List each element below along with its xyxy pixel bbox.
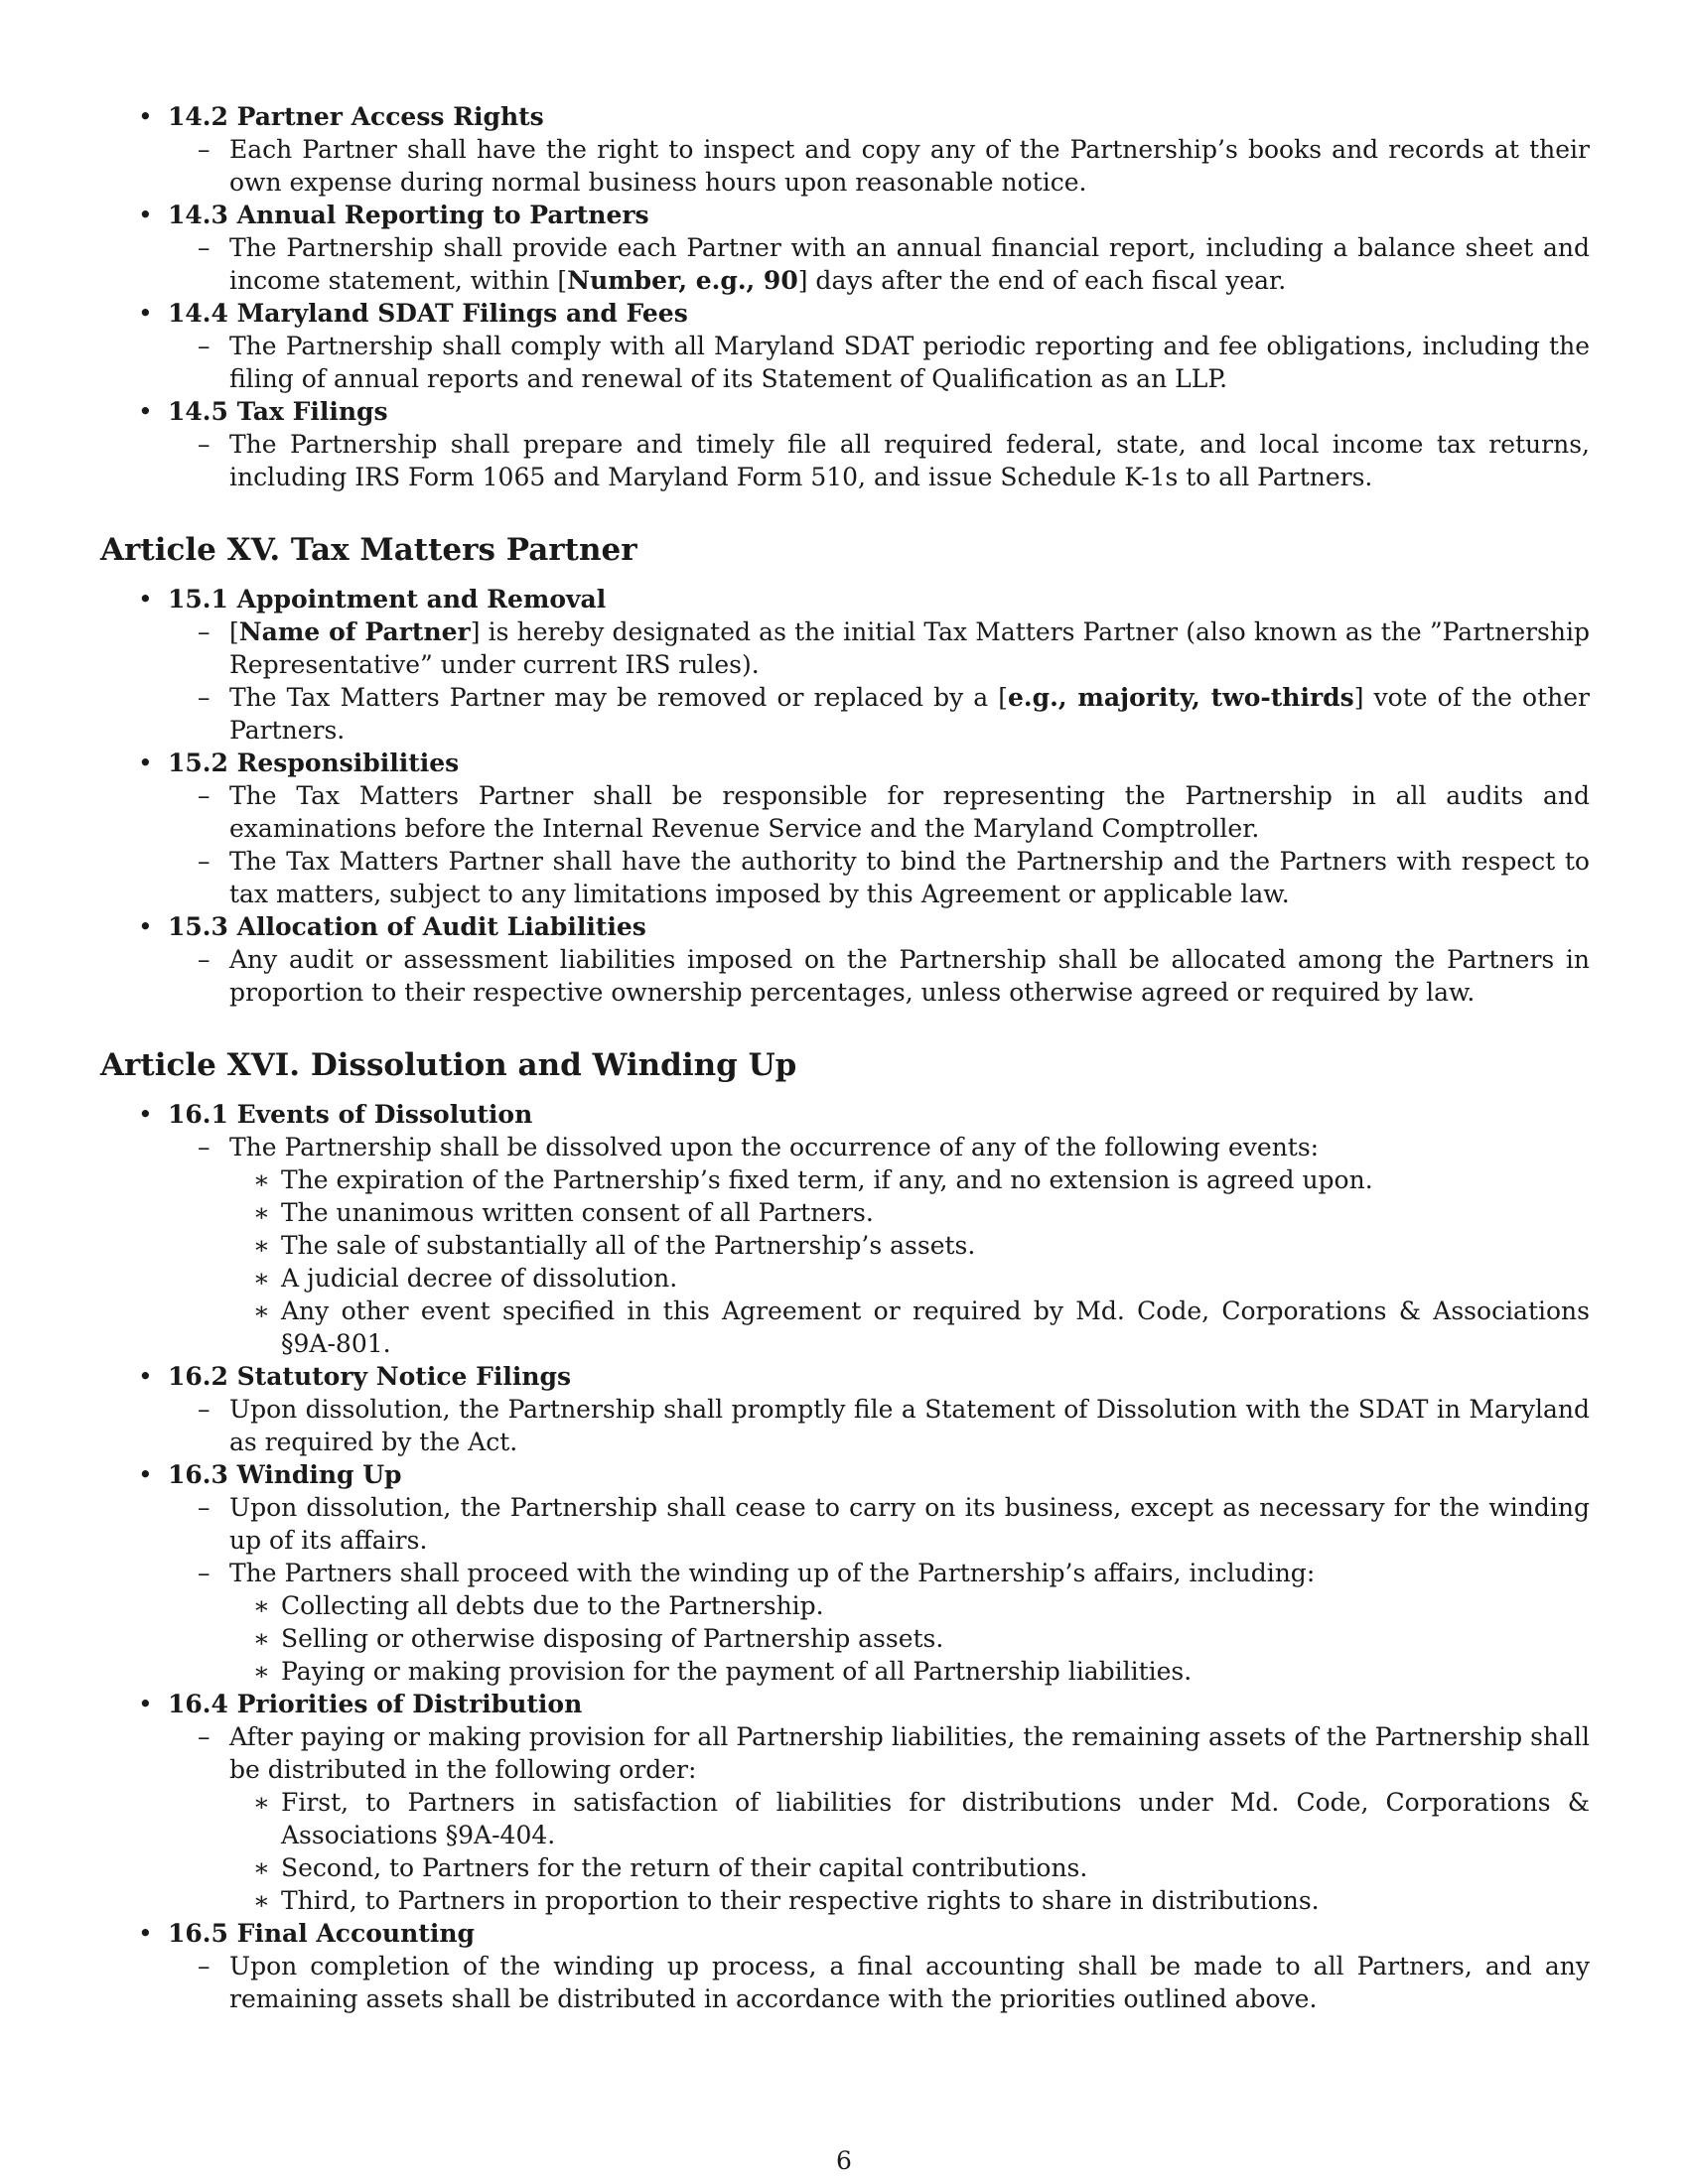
clause-text: Any audit or assessment liabilities imposed on the Partnership shall be allocated among the Partners in proportion to their respective ownership percentages, unless otherwise agreed or required by law. — [229, 945, 1590, 1007]
clause-item — [168, 133, 1590, 199]
clause-item — [168, 681, 1590, 747]
asterisk-marker: ∗ — [253, 1297, 270, 1325]
dash-marker: – — [198, 683, 211, 712]
section-title: • 15.2 Responsibilities — [168, 749, 460, 777]
dash-marker: – — [198, 135, 211, 164]
dash-marker: – — [198, 233, 211, 262]
asterisk-marker: ∗ — [253, 1231, 270, 1260]
subclause-item — [229, 1655, 1590, 1688]
clause-item — [168, 1950, 1590, 2015]
dash-marker: – — [198, 847, 211, 876]
placeholder-field: e.g., majority, two-thirds — [1008, 683, 1354, 712]
section-title: • 14.5 Tax Filings — [168, 397, 388, 426]
subclause-text: Paying or making provision for the payment of all Partnership liabilities. — [281, 1657, 1193, 1686]
section-title: • 16.5 Final Accounting — [168, 1919, 475, 1948]
section-item — [100, 747, 1590, 910]
section-item — [100, 395, 1590, 493]
section-list — [100, 583, 1590, 1009]
clause-text: The Tax Matters Partner shall have the authority to bind the Partnership and the Partners with respect to tax matters, subject to any limitations imposed by this Agreement or applicable law. — [229, 847, 1590, 908]
dash-marker: – — [198, 1395, 211, 1424]
section-list — [100, 100, 1590, 493]
section-item — [100, 199, 1590, 297]
subclause-text: The expiration of the Partnership’s fixed term, if any, and no extension is agreed upon. — [281, 1165, 1373, 1194]
section-item — [100, 1688, 1590, 1917]
clause-item — [168, 943, 1590, 1009]
section-item — [100, 1360, 1590, 1458]
dash-marker: – — [198, 781, 211, 810]
subclause-text: Collecting all debts due to the Partnership. — [281, 1591, 824, 1620]
dash-marker: – — [198, 1952, 211, 1980]
clause-text: The Tax Matters Partner may be removed or replaced by a [ — [229, 683, 1009, 712]
clause-text: The Tax Matters Partner shall be responsible for representing the Partnership in all audits and examinations before the Internal Revenue Service and the Maryland Comptroller. — [229, 781, 1590, 843]
subclause-text: First, to Partners in satisfaction of liabilities for distributions under Md. Code, Corporations & Associations §9A-404. — [281, 1788, 1590, 1849]
clause-text: Upon completion of the winding up process, a final accounting shall be made to all Partners, and any remaining assets shall be distributed in accordance with the priorities outlined above. — [229, 1952, 1590, 2013]
subclause-text: Selling or otherwise disposing of Partnership assets. — [281, 1624, 944, 1653]
section-title: • 16.2 Statutory Notice Filings — [168, 1362, 572, 1391]
section-item — [100, 1098, 1590, 1360]
subclause-text: Any other event specified in this Agreement or required by Md. Code, Corporations & Associations §9A-801. — [281, 1297, 1590, 1358]
clause-item — [168, 330, 1590, 395]
clause-list — [168, 1720, 1590, 1917]
clause-text: The Partnership shall provide each Partner with an annual financial report, including a balance sheet and income statement, within [ — [229, 233, 1590, 295]
page-number: 6 — [836, 2146, 852, 2175]
clause-item — [168, 845, 1590, 910]
clause-item — [168, 231, 1590, 297]
subclause-text: A judicial decree of dissolution. — [281, 1264, 678, 1293]
clause-item — [168, 779, 1590, 845]
asterisk-marker: ∗ — [253, 1886, 270, 1915]
page-content — [100, 100, 1590, 2015]
section-item — [100, 297, 1590, 395]
asterisk-marker: ∗ — [253, 1657, 270, 1686]
clause-item — [168, 1491, 1590, 1557]
clause-item — [168, 428, 1590, 493]
clause-list — [168, 428, 1590, 493]
section-item — [100, 1458, 1590, 1688]
asterisk-marker: ∗ — [253, 1788, 270, 1817]
subclause-item — [229, 1262, 1590, 1295]
subclause-list — [229, 1163, 1590, 1360]
clause-list — [168, 231, 1590, 297]
clause-item — [168, 1557, 1590, 1688]
asterisk-marker: ∗ — [253, 1624, 270, 1653]
clause-text-cont: ] days after the end of each fiscal year. — [797, 266, 1287, 295]
subclause-item — [229, 1786, 1590, 1851]
clause-text: After paying or making provision for all Partnership liabilities, the remaining assets of the Partnership shall be distributed in the following order: — [229, 1722, 1590, 1784]
placeholder-field: Number, e.g., 90 — [567, 266, 798, 295]
section-title: • 16.1 Events of Dissolution — [168, 1100, 533, 1129]
clause-list — [168, 1950, 1590, 2015]
clause-text-cont: ] vote of the other Partners. — [229, 683, 1590, 745]
dash-marker: – — [198, 332, 211, 360]
section-title: • 16.3 Winding Up — [168, 1460, 402, 1489]
subclause-item — [229, 1196, 1590, 1229]
clause-item — [168, 1720, 1590, 1917]
subclause-item — [229, 1851, 1590, 1884]
clause-list — [168, 779, 1590, 910]
dash-marker: – — [198, 617, 211, 646]
section-title: • 14.2 Partner Access Rights — [168, 102, 544, 131]
clause-list — [168, 943, 1590, 1009]
clause-list — [168, 1131, 1590, 1360]
clause-text: Upon dissolution, the Partnership shall cease to carry on its business, except as necessary for the winding up of its affairs. — [229, 1493, 1590, 1555]
asterisk-marker: ∗ — [253, 1853, 270, 1882]
asterisk-marker: ∗ — [253, 1264, 270, 1293]
placeholder-field: Name of Partner — [238, 617, 471, 646]
clause-text-cont: ] is hereby designated as the initial Tax Matters Partner (also known as the ”Partnership Representative” under current IRS rules). — [229, 617, 1590, 679]
subclause-item — [229, 1295, 1590, 1360]
subclause-item — [229, 1884, 1590, 1917]
clause-text: Each Partner shall have the right to inspect and copy any of the Partnership’s books and records at their own expense during normal business hours upon reasonable notice. — [229, 135, 1590, 197]
clause-text: The Partnership shall be dissolved upon the occurrence of any of the following events: — [229, 1133, 1320, 1161]
asterisk-marker: ∗ — [253, 1198, 270, 1227]
section-title: • 15.1 Appointment and Removal — [168, 585, 607, 614]
subclause-item — [229, 1163, 1590, 1196]
dash-marker: – — [198, 1722, 211, 1751]
subclause-item — [229, 1622, 1590, 1655]
dash-marker: – — [198, 430, 211, 459]
clause-list — [168, 330, 1590, 395]
subclause-item — [229, 1229, 1590, 1262]
subclause-list — [229, 1786, 1590, 1917]
asterisk-marker: ∗ — [253, 1165, 270, 1194]
clause-text: The Partnership shall prepare and timely file all required federal, state, and local income tax returns, including IRS Form 1065 and Maryland Form 510, and issue Schedule K-1s to all Partners. — [229, 430, 1590, 491]
clause-list — [168, 133, 1590, 199]
subclause-text: Third, to Partners in proportion to their respective rights to share in distributions. — [281, 1886, 1320, 1915]
clause-list — [168, 1491, 1590, 1688]
subclause-list — [229, 1589, 1590, 1688]
section-item — [100, 910, 1590, 1009]
clause-text: [ — [229, 617, 239, 646]
clause-text: The Partners shall proceed with the winding up of the Partnership’s affairs, including: — [229, 1559, 1316, 1587]
clause-list — [168, 1393, 1590, 1458]
subclause-text: The sale of substantially all of the Partnership’s assets. — [281, 1231, 976, 1260]
section-title: • 14.3 Annual Reporting to Partners — [168, 201, 649, 229]
clause-item — [168, 1393, 1590, 1458]
article-heading: Article XVI. Dissolution and Winding Up — [100, 1047, 797, 1083]
clause-list — [168, 615, 1590, 747]
section-item — [100, 1917, 1590, 2015]
section-list — [100, 1098, 1590, 2015]
section-title: • 14.4 Maryland SDAT Filings and Fees — [168, 299, 688, 328]
section-item — [100, 583, 1590, 747]
subclause-item — [229, 1589, 1590, 1622]
subclause-text: Second, to Partners for the return of their capital contributions. — [281, 1853, 1088, 1882]
clause-text: The Partnership shall comply with all Maryland SDAT periodic reporting and fee obligations, including the filing of annual reports and renewal of its Statement of Qualification as an LLP. — [229, 332, 1590, 393]
article-heading: Article XV. Tax Matters Partner — [100, 532, 637, 568]
dash-marker: – — [198, 1133, 211, 1161]
dash-marker: – — [198, 1559, 211, 1587]
section-title: • 16.4 Priorities of Distribution — [168, 1690, 583, 1718]
asterisk-marker: ∗ — [253, 1591, 270, 1620]
clause-text: Upon dissolution, the Partnership shall promptly file a Statement of Dissolution with the SDAT in Maryland as required by the Act. — [229, 1395, 1590, 1456]
section-item — [100, 100, 1590, 199]
subclause-text: The unanimous written consent of all Partners. — [281, 1198, 874, 1227]
clause-item — [168, 1131, 1590, 1360]
dash-marker: – — [198, 1493, 211, 1522]
dash-marker: – — [198, 945, 211, 974]
clause-item — [168, 615, 1590, 681]
section-title: • 15.3 Allocation of Audit Liabilities — [168, 912, 646, 941]
